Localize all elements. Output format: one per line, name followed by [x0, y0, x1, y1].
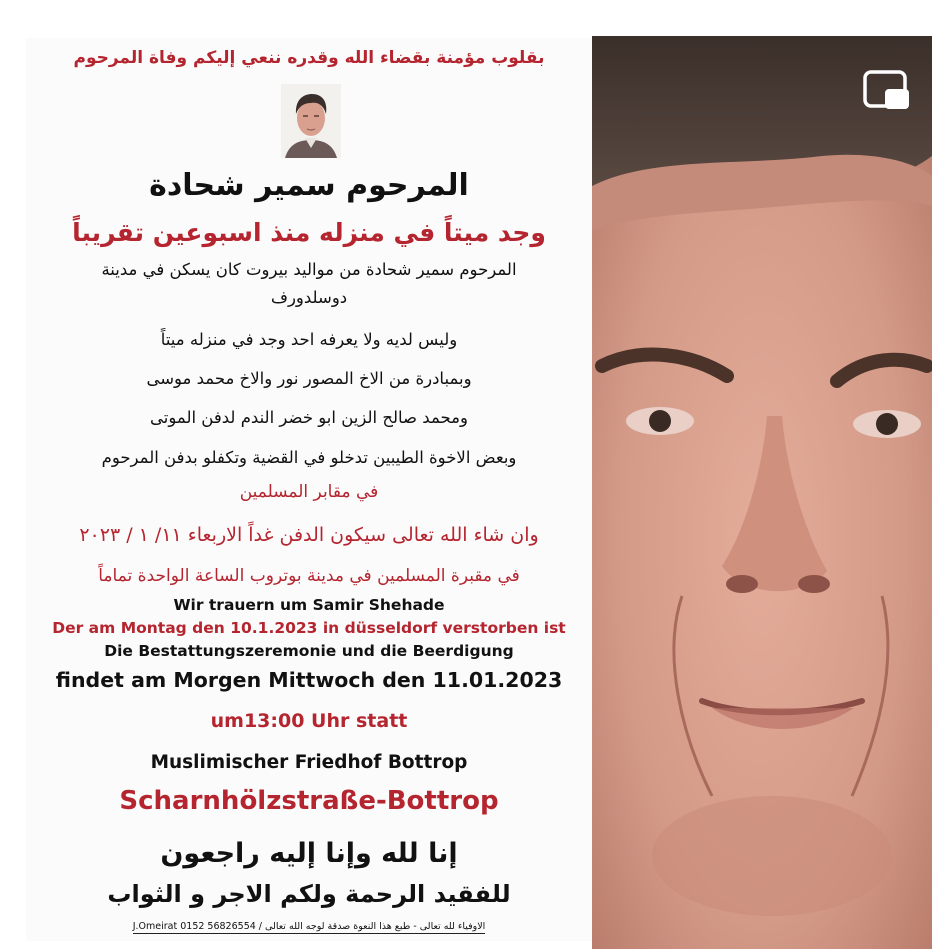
arabic-body-line: المرحوم سمير شحادة من مواليد بيروت كان يسكن في مدينة [101, 260, 517, 279]
arabic-body-line: وبمبادرة من الاخ المصور نور والاخ محمد موسى [146, 369, 472, 388]
cemetery-name: Muslimischer Friedhof Bottrop [150, 752, 468, 773]
arabic-body-line: ومحمد صالح الزين ابو خضر الندم لدفن الموتى [150, 408, 468, 427]
arabic-body-line: في مقابر المسلمين [239, 482, 379, 502]
arabic-body-line: وبعض الاخوة الطيبين تدخلو في القضية وتكفلو بدفن المرحوم [101, 448, 517, 467]
deceased-photo-small [281, 84, 341, 158]
footer-text: الاوفياء لله تعالى - طبع هذا النعوة صدقة لوجه الله تعالى / J.Omeirat 0152 56826554 [132, 921, 486, 932]
burial-date-line: وان شاء الله تعالى سيكون الدفن غداً الاربعاء ١١/ ١ / ٢٠٢٣ [79, 524, 539, 546]
flyer-header: بقلوب مؤمنة بقضاء الله وقدره ننعي إليكم وفاة المرحوم [73, 48, 545, 68]
obituary-flyer [26, 38, 592, 941]
portrait-photo [592, 36, 932, 949]
german-time-line: um13:00 Uhr statt [210, 710, 408, 732]
arabic-body-line: دوسلدورف [270, 288, 348, 307]
german-line: Die Bestattungszeremonie und die Beerdigung [104, 642, 514, 660]
german-date-line: findet am Morgen Mittwoch den 11.01.2023 [55, 668, 563, 692]
closing-condolence: للفقيد الرحمة ولكم الاجر و الثواب [107, 880, 511, 908]
cemetery-address: Scharnhölzstraße-Bottrop [119, 786, 499, 816]
closing-verse: إنا لله وإنا إليه راجعون [160, 838, 458, 869]
picture-in-picture-icon[interactable] [863, 70, 911, 112]
deceased-name: المرحوم سمير شحادة [149, 168, 469, 203]
german-line: Der am Montag den 10.1.2023 in düsseldorf verstorben ist [52, 619, 566, 637]
burial-place-line: في مقبرة المسلمين في مدينة بوتروب الساعة الواحدة تماماً [98, 566, 520, 586]
arabic-body-line: وليس لديه ولا يعرفه احد وجد في منزله ميتاً [160, 330, 458, 349]
flyer-footer [26, 921, 592, 932]
flyer-subtitle: وجد ميتاً في منزله منذ اسبوعين تقريباً [72, 218, 546, 247]
german-line: Wir trauern um Samir Shehade [173, 596, 445, 614]
